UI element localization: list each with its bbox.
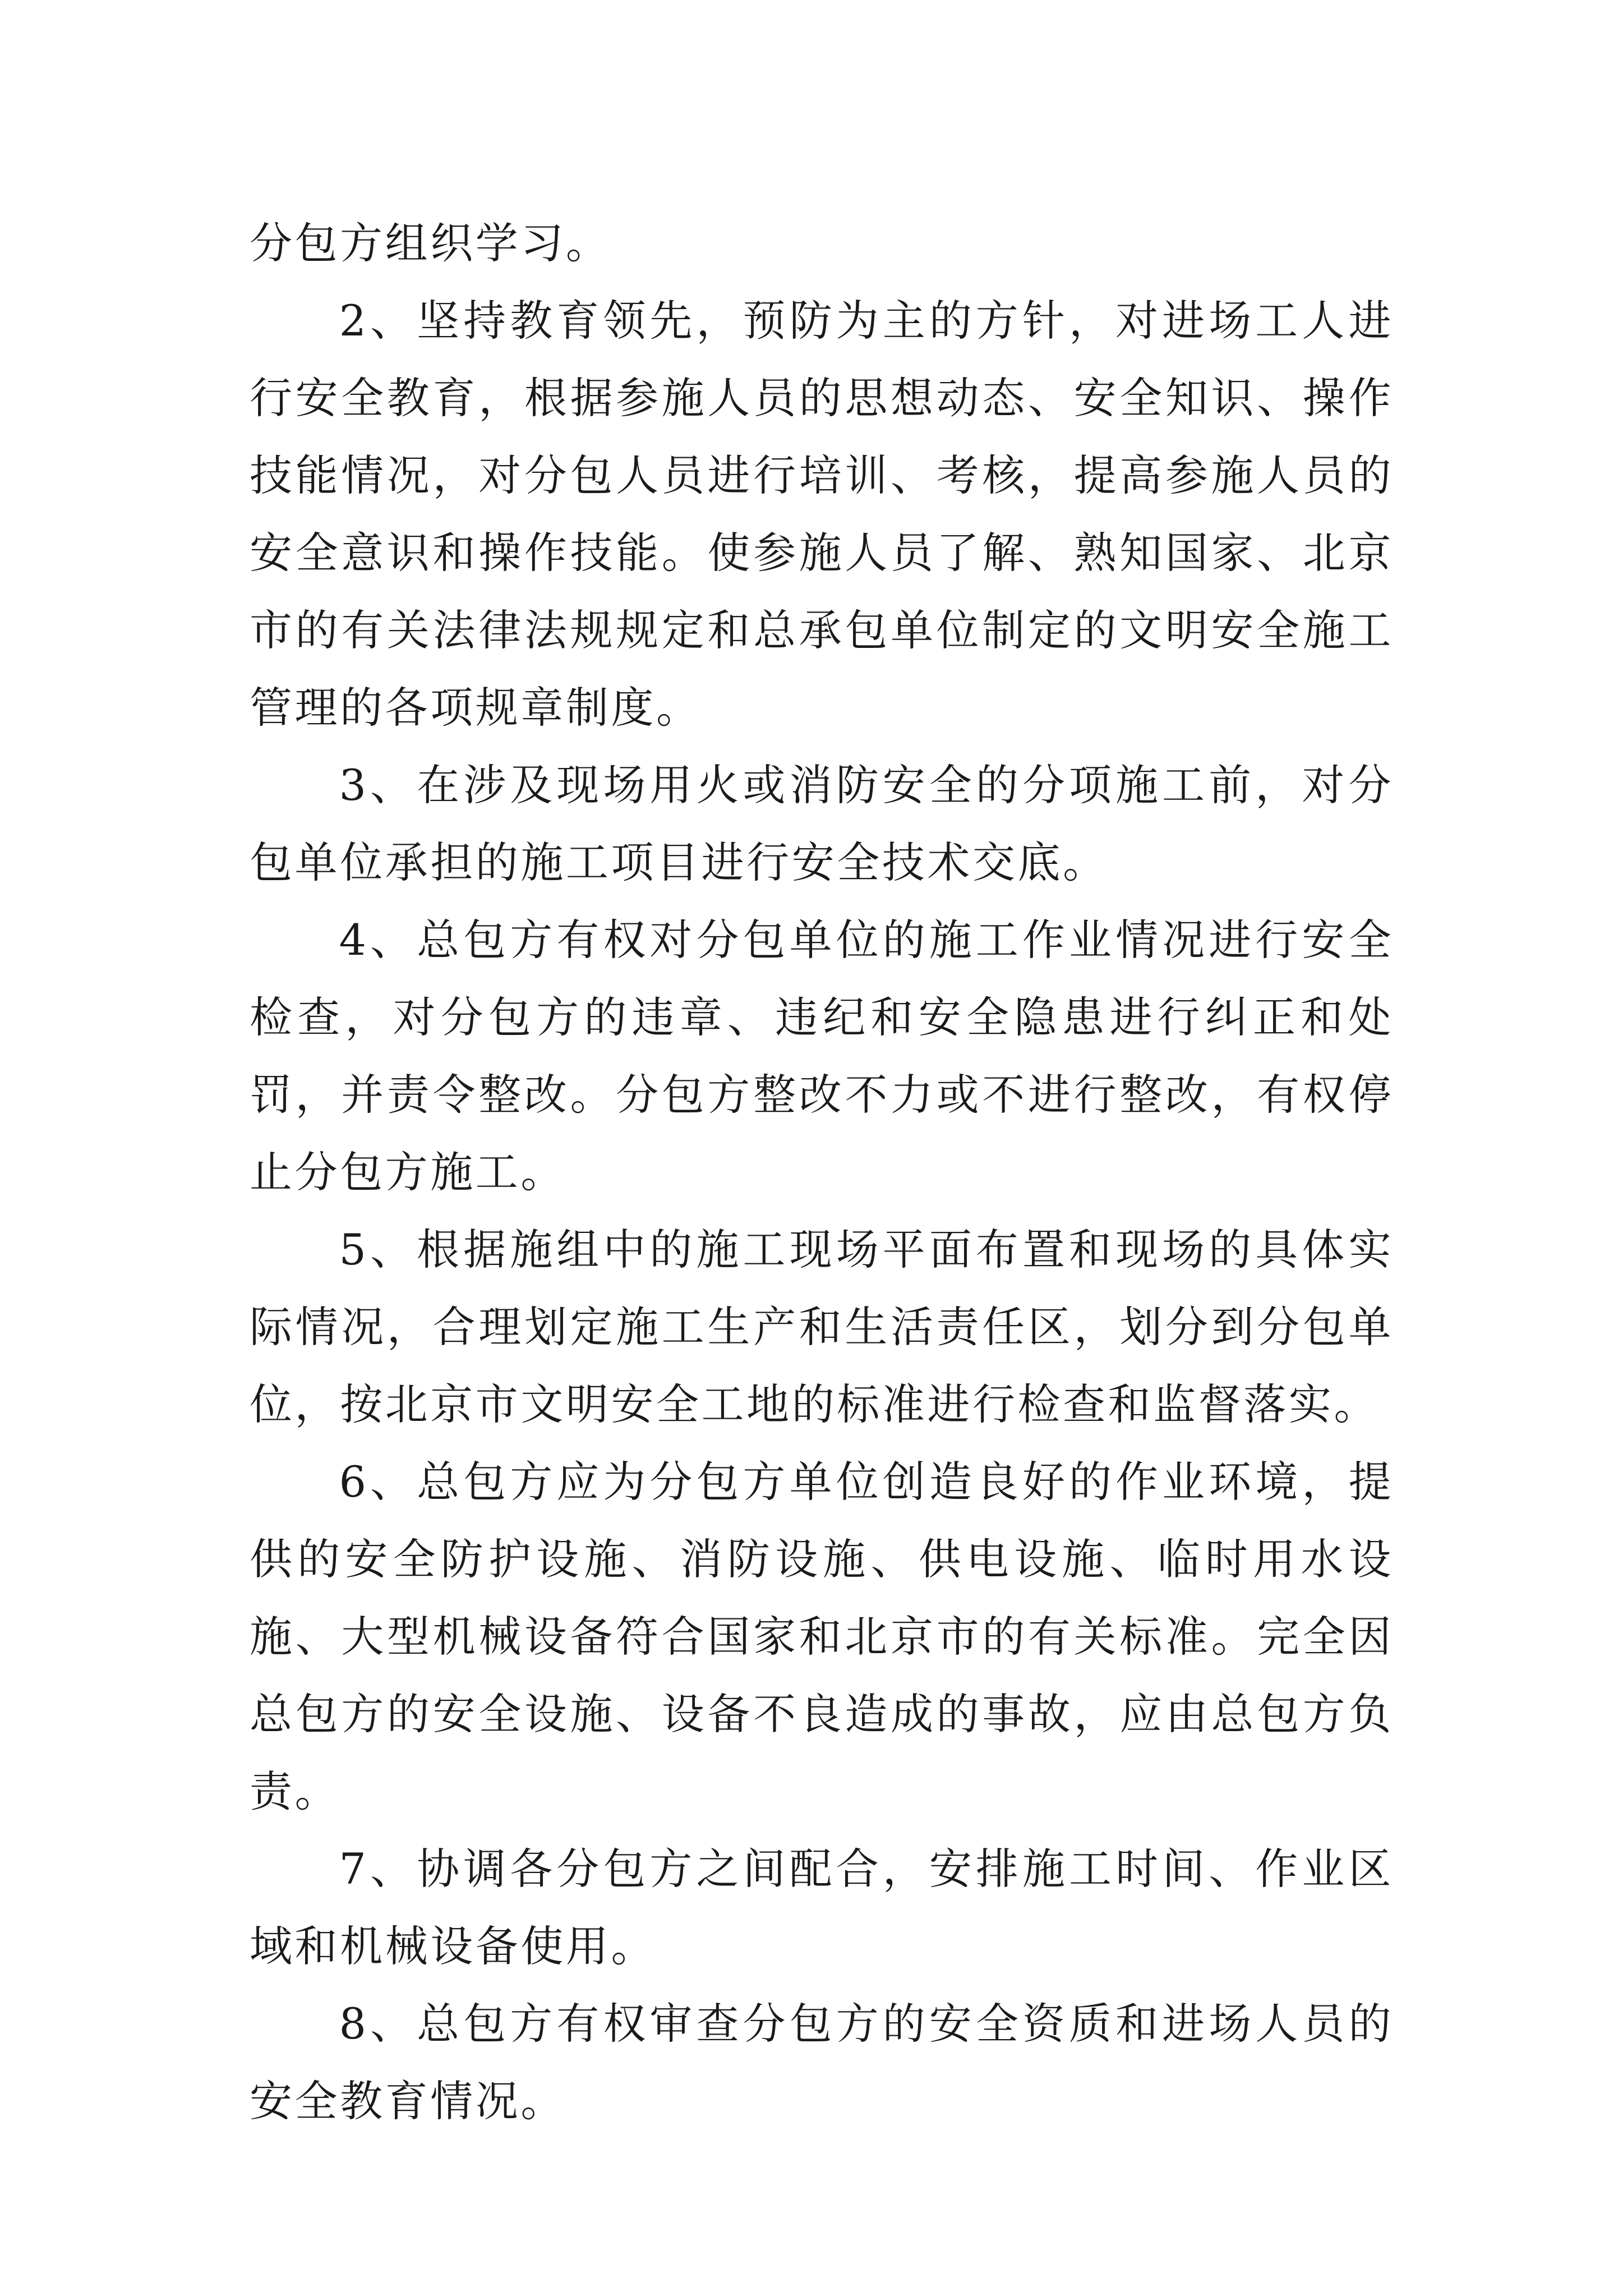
paragraph-item-3: 3、在涉及现场用火或消防安全的分项施工前，对分包单位承担的施工项目进行安全技术交底。 [250, 760, 1394, 887]
paragraph-item-6: 6、总包方应为分包方单位创造良好的作业环境，提供的安全防护设施、消防设施、供电设施、临时用水设施、大型机械设备符合国家和北京市的有关标准。完全因总包方的安全设施、设备不良造成的事故，应由总包方负责。 [250, 1457, 1394, 1816]
paragraph-item-4: 4、总包方有权对分包单位的施工作业情况进行安全检查，对分包方的违章、违纪和安全隐患进行纠正和处罚，并责令整改。分包方整改不力或不进行整改，有权停止分包方施工。 [250, 915, 1394, 1197]
paragraph-item-5: 5、根据施组中的施工现场平面布置和现场的具体实际情况，合理划定施工生产和生活责任区，划分到分包单位，按北京市文明安全工地的标准进行检查和监督落实。 [250, 1225, 1394, 1429]
paragraph-item-2: 2、坚持教育领先，预防为主的方针，对进场工人进行安全教育，根据参施人员的思想动态、安全知识、操作技能情况，对分包人员进行培训、考核，提高参施人员的安全意识和操作技能。使参施人员了解、熟知国家、北京市的有关法律法规规定和总承包单位制定的文明安全施工管理的各项规章制度。 [250, 296, 1394, 733]
paragraph-item-7: 7、协调各分包方之间配合，安排施工时间、作业区域和机械设备使用。 [250, 1844, 1394, 1971]
document-page [250, 205, 1394, 2140]
paragraph-continuation: 分包方组织学习。 [250, 218, 611, 268]
paragraph-item-8: 8、总包方有权审查分包方的安全资质和进场人员的安全教育情况。 [250, 1999, 1394, 2126]
